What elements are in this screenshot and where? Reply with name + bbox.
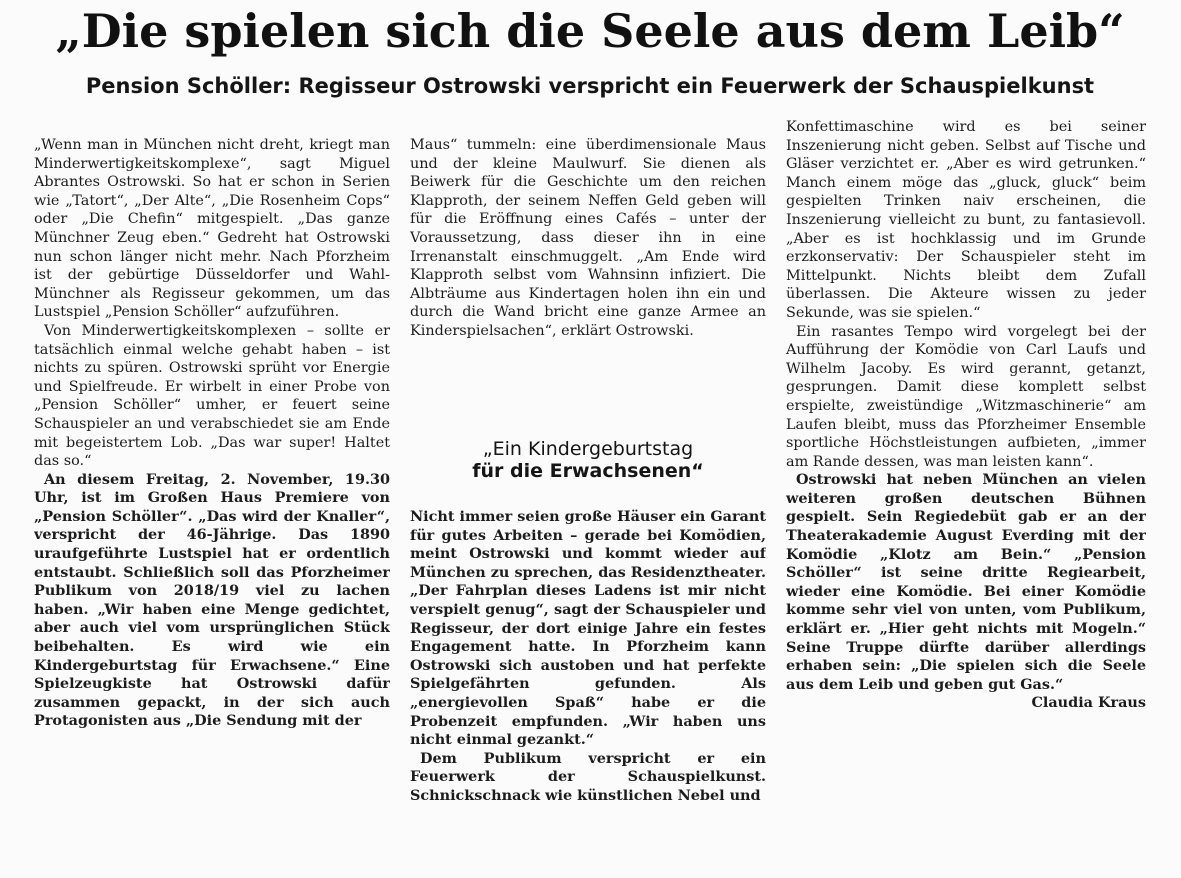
paragraph: An diesem Freitag, 2. November, 19.30 Uhr, ist im Großen Haus Premiere von „Pension Schöller“. „Das wird der Knaller“, verspricht der 46-Jährige. Das 1890 uraufgeführte Lustspiel hat er ordentlich entstaubt. Schließlich soll das Pforzheimer Publikum von 2018/19 viel zu lachen haben. „Wir haben eine Menge gedichtet, aber auch viel vom ursprünglichen Stück beibehalten. Es wird wie ein Kindergeburtstag für Erwachsene.“ Eine Spielzeugkiste hat Ostrowski dafür zusammen gepackt, in der sich auch Protagonisten aus „Die Sendung mit der	[34, 470, 390, 730]
paragraph: Ostrowski hat neben München an vielen weiteren großen deutschen Bühnen gespielt. Sein Regiedebüt gab er an der Theaterakademie August Everding mit der Komödie „Klotz am Bein.“ „Pension Schöller“ ist seine dritte Regiearbeit, wieder eine Komödie. Bei einer Komödie komme sehr viel von unten, vom Publikum, erklärt er. „Hier geht nichts mit Mogeln.“ Seine Truppe dürfte darüber allerdings erhaben sein: „Die spielen sich die Seele aus dem Leib und geben gut Gas.“	[786, 471, 1146, 693]
paragraph: Nicht immer seien große Häuser ein Garant für gutes Arbeiten – gerade bei Komödien, meint Ostrowski und kommt wieder auf München zu sprechen, das Residenztheater. „Der Fahrplan dieses Ladens ist mir nicht verspielt genug“, sagt der Schauspieler und Regisseur, der dort einige Jahre ein festes Engagement hatte. In Pforzheim kann Ostrowski sich austoben und hat perfekte Spielgefährten gefunden. Als „energievollen Spaß“ habe er die Probenzeit empfunden. „Wir haben uns nicht einmal gezankt.“	[410, 508, 766, 749]
subheading-line-1: „Ein Kindergeburtstag	[482, 438, 694, 460]
paragraph: Konfettimaschine wird es bei seiner Inszenierung nicht geben. Selbst auf Tische und Gläser verzichtet er. „Aber es wird getrunken.“ Manch einem möge das „gluck, gluck“ beim gespielten Trinken naiv erscheinen, die Inszenierung vielleicht zu bunt, zu fantasievoll. „Aber es ist hochklassig und im Grunde erzkonservativ: Der Schauspieler steht im Mittelpunkt. Nichts bleibt dem Zufall überlassen. Die Akteure wissen zu jeder Sekunde, was sie spielen.“	[786, 119, 1146, 321]
article-column-2	[410, 136, 766, 426]
paragraph: Ein rasantes Tempo wird vorgelegt bei der Aufführung der Komödie von Carl Laufs und Wilhelm Jacoby. Es wird gerannt, getanzt, gesprungen. Damit diese komplett selbst erspielte, zweistündige „Witzmaschinerie“ am Laufen bleibt, muss das Pforzheimer Ensemble sportliche Höchstleistungen aufbieten, „immer am Rande dessen, was man leisten kann“.	[786, 323, 1146, 470]
author-byline: Claudia Kraus	[1031, 694, 1146, 712]
section-subheading	[412, 438, 764, 482]
article-column-1	[34, 136, 390, 876]
headline: „Die spielen sich die Seele aus dem Leib“	[55, 4, 1125, 58]
article-column-3	[786, 118, 1146, 878]
paragraph: „Wenn man in München nicht dreht, kriegt man Minderwertigkeitskomplexe“, sagt Miguel Abrantes Ostrowski. So hat er schon in Serien wie „Tatort“, „Der Alte“, „Die Rosenheim Cops“ oder „Die Chefin“ mitgespielt. „Das ganze Münchner Zeug eben.“ Gedreht hat Ostrowski nun schon länger nicht mehr. Nach Pforzheim ist der gebürtige Düsseldorfer und Wahl-Münchner als Regisseur gekommen, um das Lustspiel „Pension Schöller“ aufzuführen.	[34, 137, 390, 321]
paragraph: Dem Publikum verspricht er ein Feuerwerk der Schauspielkunst. Schnickschnack wie künstlichen Nebel und	[410, 749, 766, 804]
subheading-line-2: für die Erwachsenen“	[472, 460, 704, 482]
subheadline: Pension Schöller: Regisseur Ostrowski verspricht ein Feuerwerk der Schauspielkunst	[85, 74, 1095, 98]
paragraph: Maus“ tummeln: eine überdimensionale Maus und der kleine Maulwurf. Sie dienen als Beiwerk für die Geschichte um den reichen Klapproth, der seinem Neffen Geld geben will für die Eröffnung eines Cafés – unter der Voraussetzung, dass dieser ihn in eine Irrenanstalt einschmuggelt. „Am Ende wird Klapproth selbst vom Wahnsinn infiziert. Die Albträume aus Kindertagen holen ihn ein und durch die Wand bricht eine ganze Armee an Kinderspielsachen“, erklärt Ostrowski.	[410, 137, 766, 339]
paragraph: Von Minderwertigkeitskomplexen – sollte er tatsächlich einmal welche gehabt haben – ist nichts zu spüren. Ostrowski sprüht vor Energie und Spielfreude. Er wirbelt in einer Probe von „Pension Schöller“ umher, er feuert seine Schauspieler an und verabschiedet sie am Ende mit begeistertem Lob. „Das war super! Haltet das so.“	[34, 322, 390, 470]
article-column-2-continued	[410, 508, 766, 876]
